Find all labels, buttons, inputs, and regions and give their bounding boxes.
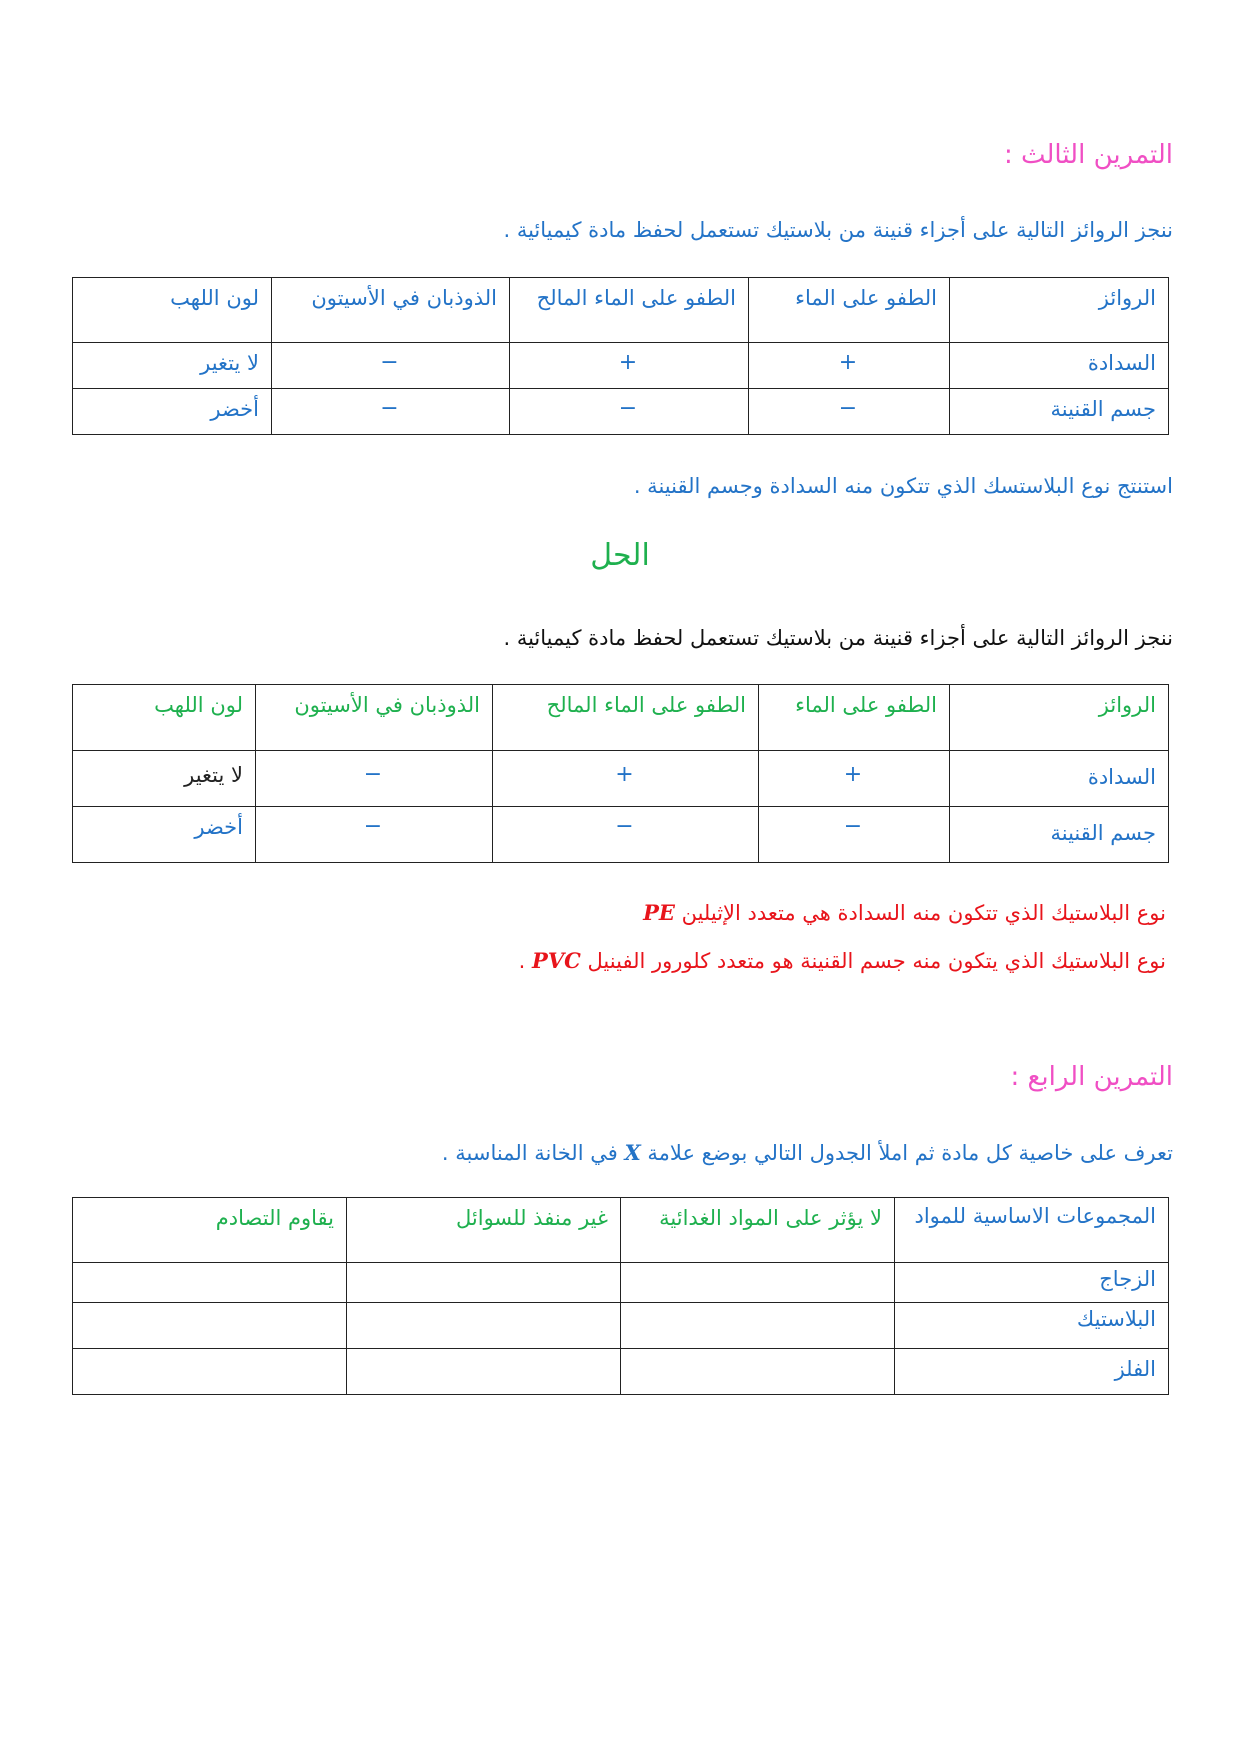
table-row [73, 389, 1169, 435]
solution-intro: ننجز الروائز التالية على أجزاء قنينة من بلاستيك تستعمل لحفظ مادة كيميائية . [503, 626, 1173, 650]
header-cell: الذوذبان في الأسيتون [256, 685, 493, 751]
answer2-symbol: PVC [532, 948, 581, 973]
table-row [73, 1263, 1169, 1303]
table-cell: − [759, 807, 950, 863]
table-cell: الفلز [895, 1349, 1169, 1395]
table-cell: − [493, 807, 759, 863]
table-cell: − [272, 389, 510, 435]
answer-cell[interactable] [73, 1349, 347, 1395]
exercise4-instruction [442, 1140, 1173, 1165]
table-row [73, 807, 1169, 863]
table-cell: لا يتغير [73, 751, 256, 807]
solution-answer-2 [519, 948, 1166, 973]
table-cell: الزجاج [895, 1263, 1169, 1303]
table-cell: جسم القنينة [950, 807, 1169, 863]
table-row [73, 751, 1169, 807]
answer1-symbol: PE [643, 900, 675, 925]
answer-cell[interactable] [621, 1263, 895, 1303]
table-header-row [73, 278, 1169, 343]
table-cell: البلاستيك [895, 1303, 1169, 1349]
answer2-text: نوع البلاستيك الذي يتكون منه جسم القنينة هو متعدد كلورور الفينيل [587, 949, 1166, 973]
table-cell: − [272, 343, 510, 389]
table-cell: + [493, 751, 759, 807]
table-cell: + [510, 343, 749, 389]
table-cell: − [256, 751, 493, 807]
table-row [73, 1303, 1169, 1349]
header-cell: غير منفذ للسوائل [347, 1198, 621, 1263]
answer-cell[interactable] [621, 1303, 895, 1349]
table-cell: أخضر [73, 807, 256, 863]
header-cell: الطفو على الماء المالح [510, 278, 749, 343]
answer1-text: نوع البلاستيك الذي تتكون منه السدادة هي متعدد الإثيلين [681, 901, 1166, 925]
answer-cell[interactable] [347, 1263, 621, 1303]
header-cell: لا يؤثر على المواد الغدائية [621, 1198, 895, 1263]
solution-table [72, 684, 1169, 863]
answer-cell[interactable] [347, 1303, 621, 1349]
exercise3-heading: التمرين الثالث : [1003, 140, 1173, 170]
answer-cell[interactable] [347, 1349, 621, 1395]
exercise3-table [72, 277, 1169, 435]
table-row [73, 1349, 1169, 1395]
header-cell: الذوذبان في الأسيتون [272, 278, 510, 343]
solution-title: الحل [590, 538, 650, 573]
header-cell: لون اللهب [73, 278, 272, 343]
instruction-symbol: X [624, 1140, 641, 1165]
solution-answer-1 [643, 900, 1166, 925]
table-cell: السدادة [950, 751, 1169, 807]
header-cell: لون اللهب [73, 685, 256, 751]
answer-cell[interactable] [73, 1263, 347, 1303]
table-cell: السدادة [950, 343, 1169, 389]
instruction-before: تعرف على خاصية كل مادة ثم املأ الجدول التالي بوضع علامة [647, 1141, 1173, 1165]
answer2-end: . [518, 949, 526, 973]
table-cell: − [510, 389, 749, 435]
table-cell: − [256, 807, 493, 863]
table-header-row [73, 685, 1169, 751]
table-cell: − [749, 389, 950, 435]
answer-cell[interactable] [73, 1303, 347, 1349]
header-cell: الطفو على الماء [749, 278, 950, 343]
table-cell: + [759, 751, 950, 807]
instruction-after: في الخانة المناسبة . [441, 1141, 618, 1165]
exercise3-question: استنتج نوع البلاستسك الذي تتكون منه السدادة وجسم القنينة . [633, 474, 1173, 498]
exercise3-intro: ننجز الروائز التالية على أجزاء قنينة من بلاستيك تستعمل لحفظ مادة كيميائية . [503, 218, 1173, 242]
table-row [73, 343, 1169, 389]
header-cell: الروائز [950, 278, 1169, 343]
table-header-row [73, 1198, 1169, 1263]
header-cell: الطفو على الماء [759, 685, 950, 751]
table-cell: لا يتغير [73, 343, 272, 389]
header-cell: المجموعات الاساسية للمواد [895, 1198, 1169, 1263]
exercise4-heading: التمرين الرابع : [1010, 1062, 1173, 1092]
exercise4-table [72, 1197, 1169, 1395]
header-cell: يقاوم التصادم [73, 1198, 347, 1263]
header-cell: الطفو على الماء المالح [493, 685, 759, 751]
table-cell: أخضر [73, 389, 272, 435]
table-cell: جسم القنينة [950, 389, 1169, 435]
table-cell: + [749, 343, 950, 389]
answer-cell[interactable] [621, 1349, 895, 1395]
header-cell: الروائز [950, 685, 1169, 751]
